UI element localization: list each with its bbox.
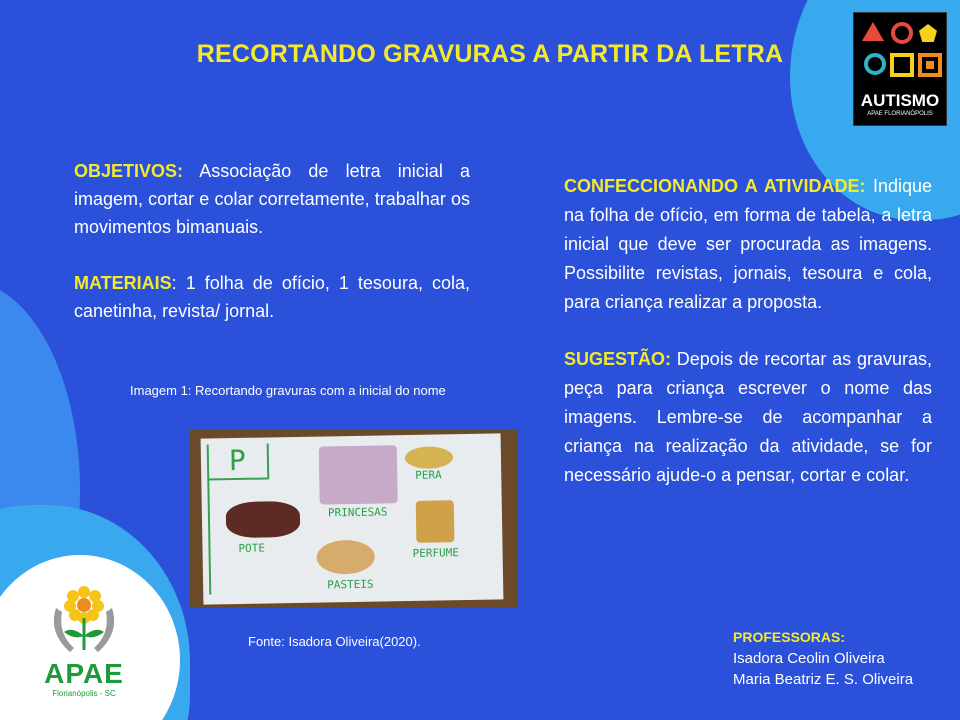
left-column	[74, 157, 470, 353]
confeccionando-text: Indique na folha de ofício, em forma de tabela, a letra inicial que deve ser procurada as imagens. Possibilite revistas, jornais, tesoura e cola, para criança realizar a proposta.	[564, 176, 932, 312]
photo-letter: P	[228, 443, 247, 478]
professoras-heading: PROFESSORAS:	[733, 629, 846, 645]
photo-label: PERA	[415, 468, 442, 482]
circle-icon	[864, 53, 886, 75]
square-icon	[918, 53, 942, 77]
sugestao-text: Depois de recortar as gravuras, peça para criança escrever o nome das imagens. Lembre-se de acompanhar a criança na realização da atividade, se for necessário ajude-o a pensar, cortar e colar.	[564, 349, 932, 485]
image-source: Fonte: Isadora Oliveira(2020).	[248, 634, 421, 649]
right-column	[564, 172, 932, 518]
apae-logo	[34, 578, 134, 708]
page-title: RECORTANDO GRAVURAS A PARTIR DA LETRA	[196, 40, 784, 68]
photo-label: PASTEIS	[327, 577, 374, 592]
princesas-picture	[319, 445, 398, 504]
circle-icon	[891, 22, 913, 44]
apae-flower-hands-icon	[34, 578, 134, 658]
professora-name: Isadora Ceolin Oliveira	[733, 650, 885, 667]
autismo-logo-word: AUTISMO	[860, 91, 940, 110]
apae-logo-word: APAE	[44, 658, 124, 689]
photo-label: PRINCESAS	[327, 505, 388, 520]
photo-table-line	[267, 443, 270, 479]
triangle-icon	[862, 22, 884, 41]
photo-sheet	[201, 433, 504, 604]
apae-logo-subtitle: Florianópolis - SC	[52, 689, 116, 698]
confeccionando-label: CONFECCIONANDO A ATIVIDADE:	[564, 176, 866, 196]
sugestao-label: SUGESTÃO:	[564, 349, 672, 369]
photo-table-line	[207, 477, 267, 480]
autismo-logo-subtitle: APAE FLORIANÓPOLIS	[867, 111, 933, 117]
pasteis-picture	[316, 540, 375, 575]
perfume-picture	[416, 500, 455, 543]
confeccionando-paragraph	[564, 172, 932, 317]
pote-picture	[226, 501, 301, 538]
materiais-label: MATERIAIS	[74, 273, 172, 293]
objetivos-paragraph	[74, 157, 470, 241]
photo-table-line	[207, 444, 212, 594]
objetivos-text: Associação de letra inicial a imagem, cortar e colar corretamente, trabalhar os movimentos bimanuais.	[74, 161, 470, 237]
materiais-paragraph	[74, 269, 470, 325]
image-caption: Imagem 1: Recortando gravuras com a inicial do nome	[130, 383, 446, 398]
professora-name: Maria Beatriz E. S. Oliveira	[733, 671, 914, 688]
activity-photo	[190, 430, 518, 608]
photo-label: PERFUME	[412, 546, 460, 560]
photo-label: POTE	[238, 541, 266, 555]
pentagon-icon	[919, 24, 937, 42]
objetivos-label: OBJETIVOS:	[74, 161, 184, 181]
professoras-block	[733, 627, 948, 690]
sugestao-paragraph	[564, 345, 932, 490]
autismo-logo	[853, 12, 947, 126]
pera-picture	[405, 446, 453, 469]
square-icon	[890, 53, 914, 77]
materiais-text: : 1 folha de ofício, 1 tesoura, cola, canetinha, revista/ jornal.	[74, 273, 470, 321]
